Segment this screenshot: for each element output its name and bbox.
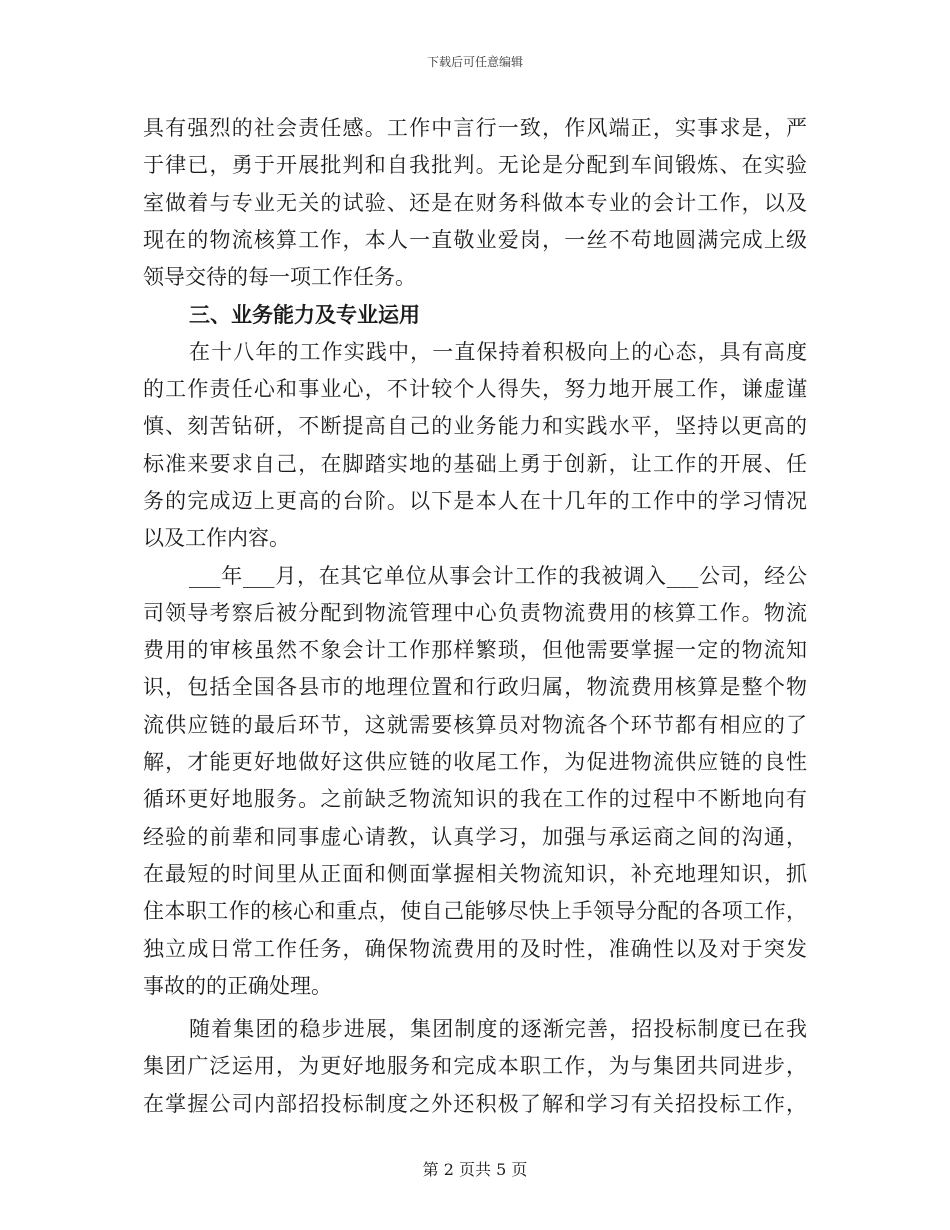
page-footer: 第 2 页共 5 页 xyxy=(422,1160,528,1179)
paragraph xyxy=(143,334,807,558)
section-heading xyxy=(143,296,807,333)
text-line: 以及工作内容。 xyxy=(143,526,290,551)
text-line: 具有强烈的社会责任感。工作中言行一致，作风端正，实事求是，严 xyxy=(143,116,807,140)
text-line: 解，才能更好地做好这供应链的收尾工作，为促进物流供应链的良性 xyxy=(143,750,807,775)
paragraph xyxy=(143,1011,807,1123)
heading-text: 三、业务能力及专业运用 xyxy=(189,302,420,328)
text-line: 事故的的正确处理。 xyxy=(143,973,332,998)
paragraph xyxy=(143,558,807,1006)
text-line: 费用的审核虽然不象会计工作那样繁琐，但他需要掌握一定的物流知 xyxy=(143,638,807,663)
text-line: 务的完成迈上更高的台阶。以下是本人在十几年的工作中的学习情况 xyxy=(143,488,807,513)
text-line: 独立成日常工作任务，确保物流费用的及时性，准确性以及对于突发 xyxy=(143,936,807,961)
text-line: 识，包括全国各县市的地理位置和行政归属，物流费用核算是整个物 xyxy=(143,675,807,700)
text-line: 的工作责任心和事业心，不计较个人得失，努力地开展工作，谦虚谨 xyxy=(143,377,807,402)
text-line: 随着集团的稳步进展，集团制度的逐渐完善，招投标制度已在我 xyxy=(189,1017,807,1042)
text-line: 住本职工作的核心和重点，使自己能够尽快上手领导分配的各项工作， xyxy=(143,899,807,924)
paragraph xyxy=(143,110,807,296)
text-line: 循环更好地服务。之前缺乏物流知识的我在工作的过程中不断地向有 xyxy=(143,787,807,812)
text-line: 在最短的时间里从正面和侧面掌握相关物流知识，补充地理知识，抓 xyxy=(143,861,807,886)
text-line: 慎、刻苦钻研，不断提高自己的业务能力和实践水平，坚持以更高的 xyxy=(143,414,807,439)
text-line: 集团广泛运用，为更好地服务和完成本职工作，为与集团共同进步， xyxy=(143,1054,807,1079)
text-line: ___年___月，在其它单位从事会计工作的我被调入___公司，经公 xyxy=(189,563,807,588)
text-line: 现在的物流核算工作，本人一直敬业爱岗，一丝不苟地圆满完成上级 xyxy=(143,227,807,252)
text-line: 在十八年的工作实践中，一直保持着积极向上的心态，具有高度 xyxy=(189,339,807,364)
text-line: 领导交待的每一项工作任务。 xyxy=(143,265,416,290)
text-line: 司领导考察后被分配到物流管理中心负责物流费用的核算工作。物流 xyxy=(143,600,807,625)
page-header: 下载后可任意编辑 xyxy=(426,55,523,69)
text-line: 室做着与专业无关的试验、还是在财务科做本专业的会计工作，以及 xyxy=(143,190,807,215)
text-line: 于律已，勇于开展批判和自我批判。无论是分配到车间锻炼、在实验 xyxy=(143,153,807,178)
text-line: 标准来要求自己，在脚踏实地的基础上勇于创新，让工作的开展、任 xyxy=(143,451,807,476)
text-line: 经验的前辈和同事虚心请教，认真学习，加强与承运商之间的沟通， xyxy=(143,824,807,849)
text-line: 在掌握公司内部招投标制度之外还积极了解和学习有关招投标工作， xyxy=(143,1091,807,1116)
document-body xyxy=(143,110,807,1123)
text-line: 流供应链的最后环节，这就需要核算员对物流各个环节都有相应的了 xyxy=(143,712,807,737)
